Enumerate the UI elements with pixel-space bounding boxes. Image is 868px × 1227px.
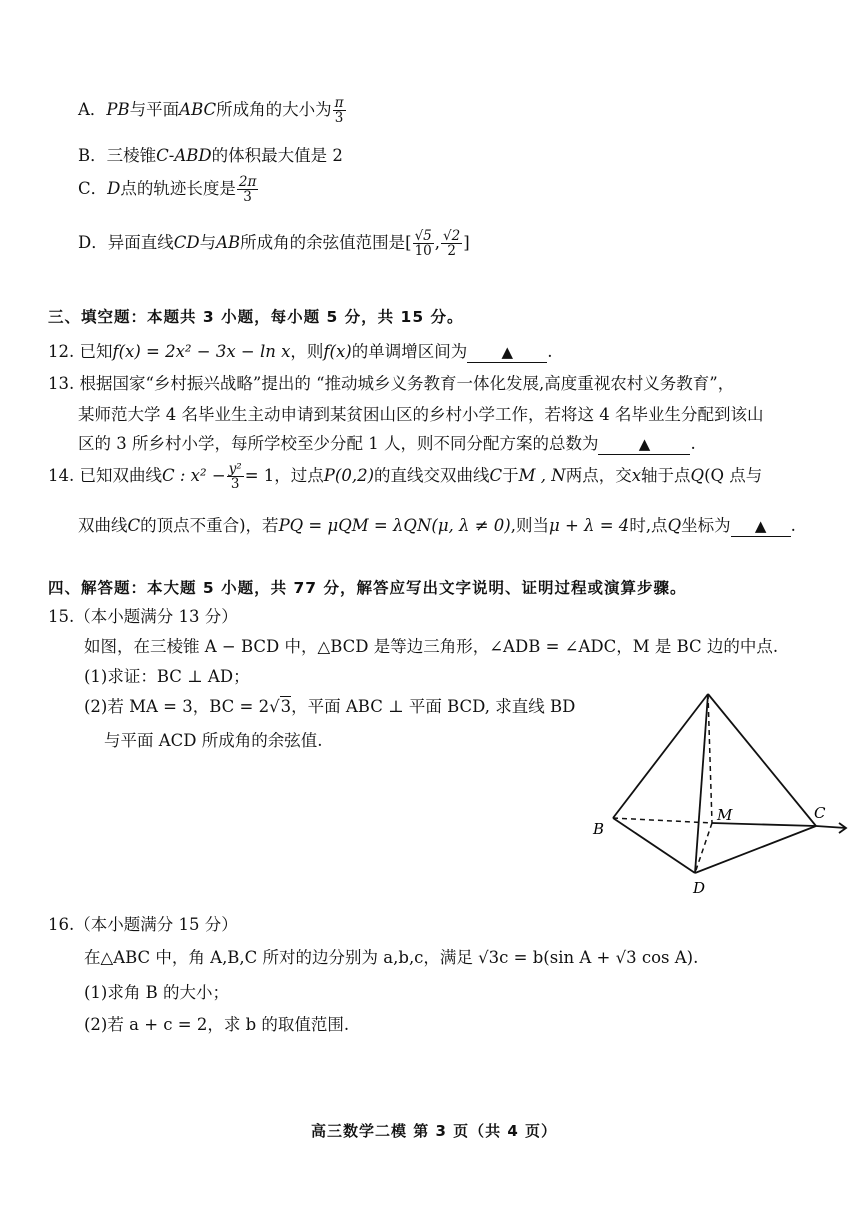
question-score: （本小题满分 15 分） xyxy=(74,915,238,934)
period: . xyxy=(790,516,796,535)
sqrt-symbol: √3 xyxy=(269,697,292,716)
period: . xyxy=(547,342,553,361)
edge-bm-hidden xyxy=(613,818,712,823)
option-text: 的体积最大值是 2 xyxy=(211,146,343,165)
fraction-numerator: π xyxy=(334,95,344,111)
math-pb: PB xyxy=(106,100,130,119)
question-text: 区的 3 所乡村小学，每所学校至少分配 1 人，则不同分配方案的总数为 xyxy=(78,434,599,453)
triangle-icon: ▲ xyxy=(501,343,513,361)
option-c xyxy=(78,175,259,204)
answer-blank[interactable] xyxy=(731,518,791,537)
question-15-part-2-cont: 与平面 ACD 所成角的余弦值. xyxy=(104,731,323,750)
math-ab: AB xyxy=(216,233,241,252)
option-b xyxy=(78,142,343,166)
question-text: 两点，交 xyxy=(565,466,632,485)
fraction-denominator: 3 xyxy=(334,110,344,126)
option-text: 所成角的余弦值范围是[ xyxy=(240,233,412,252)
question-score: （本小题满分 13 分） xyxy=(74,607,238,626)
question-text: (2)若 MA = 3，BC = 2 xyxy=(84,697,270,716)
question-text: 坐标为 xyxy=(681,516,731,535)
math-d: D xyxy=(107,179,121,198)
section-header-fill-in: 三、填空题：本题共 3 小题，每小题 5 分，共 15 分。 xyxy=(48,308,464,326)
fraction xyxy=(227,462,244,491)
question-13-line-1 xyxy=(48,370,734,394)
option-a xyxy=(78,96,347,125)
question-text: 根据国家“乡村振兴战略”提出的 “推动城乡义务教育一体化发展,高度重视农村义务教育”， xyxy=(79,374,735,393)
fraction-numerator: y² xyxy=(228,461,242,477)
sqrt-radicand: 3 xyxy=(280,697,292,716)
edge-bd xyxy=(613,818,695,873)
math-sum: μ + λ = 4 xyxy=(549,516,630,535)
label-c: C xyxy=(814,804,826,822)
fraction-numerator: √5 xyxy=(414,228,432,244)
question-text: ,则当 xyxy=(510,516,549,535)
question-12 xyxy=(48,338,552,363)
fraction-denominator: 3 xyxy=(230,476,240,492)
question-text: 的单调增区间为 xyxy=(351,342,468,361)
fraction-denominator: 10 xyxy=(414,243,432,259)
question-text: (Q 点与 xyxy=(704,466,763,485)
question-text: ，平面 ABC ⊥ 平面 BCD, 求直线 BD xyxy=(291,697,576,716)
math-c: C xyxy=(127,516,141,535)
math-q: Q xyxy=(667,516,682,535)
fraction-numerator: √2 xyxy=(443,228,461,244)
question-16-stem: 在△ABC 中，角 A,B,C 所对的边分别为 a,b,c，满足 √3c = b(sin A + √3 cos A). xyxy=(84,948,699,967)
fraction xyxy=(413,229,434,258)
triangle-icon: ▲ xyxy=(754,517,767,535)
label-d: D xyxy=(693,879,706,897)
edge-am-hidden xyxy=(708,694,712,823)
question-text: ，过点 xyxy=(274,466,324,485)
question-15-part-2 xyxy=(84,693,575,717)
fraction-denominator: 3 xyxy=(243,189,252,205)
fraction xyxy=(237,175,258,204)
option-text: 与 xyxy=(199,233,217,252)
math-mn: M , N xyxy=(518,466,566,485)
question-number: 13. xyxy=(48,374,75,393)
triangle-icon: ▲ xyxy=(638,435,651,453)
question-16-part-1: (1)求角 B 的大小； xyxy=(84,983,229,1002)
math-c: C xyxy=(489,466,503,485)
question-number: 12. xyxy=(48,342,75,361)
math-cabd: C-ABD xyxy=(156,146,212,165)
question-text: 于 xyxy=(502,466,519,485)
label-m: M xyxy=(717,806,733,824)
question-number: 14. xyxy=(48,466,75,485)
option-label: B． xyxy=(78,146,107,165)
option-label: D． xyxy=(78,233,108,252)
question-16-header xyxy=(48,911,238,935)
math-eq: = 1 xyxy=(244,466,275,485)
math-q: Q xyxy=(690,466,705,485)
option-text: 与平面 xyxy=(129,100,180,119)
fraction-numerator: 2π xyxy=(238,174,257,190)
question-13-line-3 xyxy=(78,430,696,455)
question-text: 时,点 xyxy=(629,516,668,535)
fraction xyxy=(333,96,346,125)
fraction-denominator: 2 xyxy=(447,243,456,259)
section-header-solve: 四、解答题：本大题 5 小题，共 77 分，解答应写出文字说明、证明过程或演算步骤。 xyxy=(48,579,687,597)
question-13-line-2: 某师范大学 4 名毕业生主动申请到某贫困山区的乡村小学工作，若将这 4 名毕业生分配到该山 xyxy=(78,405,764,424)
period: . xyxy=(690,434,696,453)
option-d xyxy=(78,229,470,258)
math-curve: C : x² − xyxy=(162,466,226,485)
option-text: 点的轨迹长度是 xyxy=(120,179,236,198)
option-label: C． xyxy=(78,179,108,198)
tetrahedron-figure xyxy=(588,690,853,900)
question-text: 的直线交双曲线 xyxy=(374,466,490,485)
question-text: 轴于点 xyxy=(641,466,691,485)
label-b: B xyxy=(593,820,605,838)
question-text: 的顶点不重合)，若 xyxy=(140,516,279,535)
question-text: ，则 xyxy=(290,342,324,361)
question-15-header xyxy=(48,603,238,627)
edge-ab xyxy=(613,694,708,818)
page-footer: 高三数学二模 第 3 页（共 4 页） xyxy=(311,1122,557,1140)
option-text: 所成角的大小为 xyxy=(216,100,332,119)
math-vector-eq: PQ = μQM = λQN(μ, λ ≠ 0) xyxy=(278,516,511,535)
answer-blank[interactable] xyxy=(598,436,690,455)
question-14-line-1 xyxy=(48,462,762,491)
math-abc: ABC xyxy=(179,100,217,119)
arrow-shaft xyxy=(816,826,846,828)
question-14-line-2 xyxy=(78,512,796,537)
math-formula: f(x) = 2x² − 3x − ln x xyxy=(112,342,291,361)
fraction xyxy=(441,229,462,258)
edge-ad xyxy=(695,694,708,873)
question-number: 15. xyxy=(48,607,75,626)
separator: , xyxy=(434,233,441,252)
bracket: ] xyxy=(463,233,470,252)
math-fx: f(x) xyxy=(323,342,352,361)
math-point: P(0,2) xyxy=(323,466,375,485)
question-text: 已知 xyxy=(79,342,113,361)
math-cd: CD xyxy=(173,233,200,252)
edge-cd xyxy=(695,826,816,873)
question-15-stem: 如图，在三棱锥 A − BCD 中，△BCD 是等边三角形，∠ADB = ∠ADC，M 是 BC 边的中点. xyxy=(84,637,779,656)
question-16-part-2: (2)若 a + c = 2，求 b 的取值范围. xyxy=(84,1015,350,1034)
question-text: 已知双曲线 xyxy=(79,466,162,485)
math-x: x xyxy=(631,466,642,485)
option-text: 异面直线 xyxy=(107,233,174,252)
option-label: A． xyxy=(78,100,107,119)
answer-blank[interactable] xyxy=(467,344,547,363)
option-text: 三棱锥 xyxy=(106,146,157,165)
question-number: 16. xyxy=(48,915,75,934)
question-15-part-1: (1)求证：BC ⊥ AD； xyxy=(84,667,250,686)
question-text: 双曲线 xyxy=(78,516,128,535)
